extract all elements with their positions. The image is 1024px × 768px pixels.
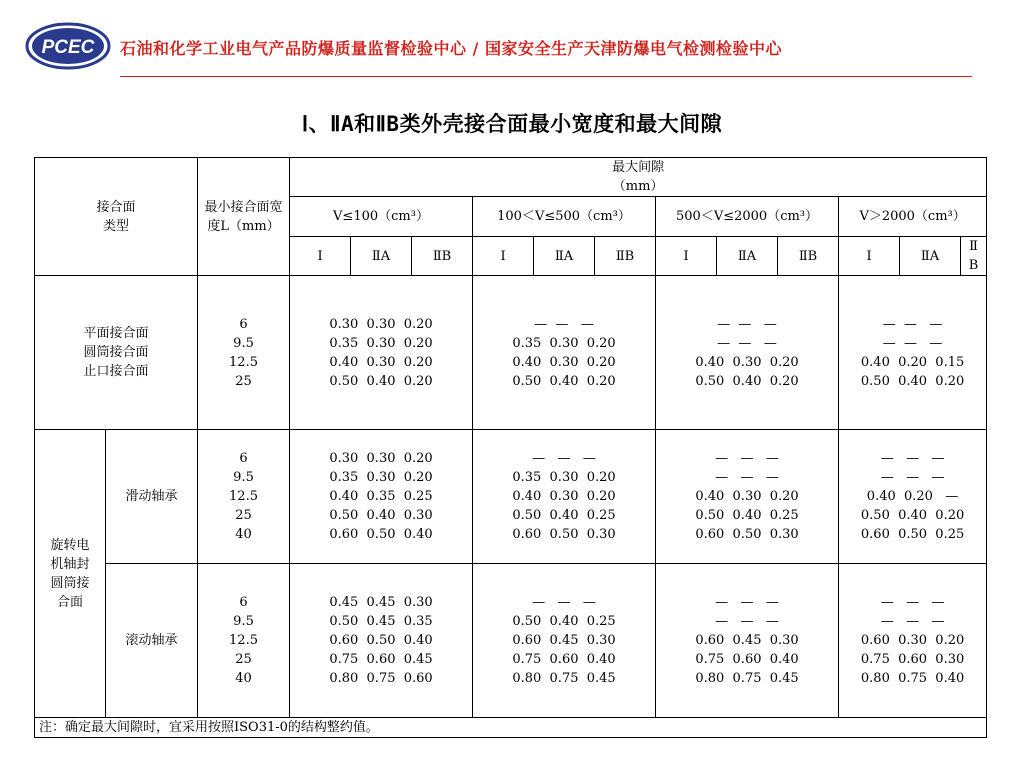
value-line: 0.40 0.30 0.20 [329,354,433,370]
gap-cell [656,276,839,430]
value-line: B [968,258,979,273]
logo-text: PCEC [41,37,95,58]
value-line: 0.60 0.50 0.40 [329,527,433,542]
gap-header-text [290,158,986,196]
value-line: 0.50 0.40 0.20 [512,373,616,389]
value-line: 12.5 [229,633,258,648]
value-line: （mm） [612,179,664,194]
gap-values [473,449,655,544]
value-line: 最大间隙 [612,160,665,175]
value-line: 0.60 0.50 0.30 [512,527,616,542]
group-header: ⅡB [778,237,839,276]
gap-cell [473,564,656,718]
gap-cell [290,430,473,564]
gap-values [290,449,472,544]
value-line: 9.5 [233,335,254,351]
gap-values [656,449,838,544]
gap-header [290,158,987,197]
value-line: 0.40 0.20 — [866,489,959,504]
value-line: 6 [239,595,248,610]
value-line: 0.40 0.30 0.20 [512,354,616,370]
value-line: 25 [235,652,252,667]
table-note: 注：确定最大间隙时，宜采用按照ISO31-0的结构整约值。 [35,718,987,738]
value-line: Ⅱ [969,239,978,254]
value-line: 0.50 0.40 0.20 [860,508,965,523]
type-header-text [35,198,197,236]
group-header: ⅡA [534,237,595,276]
header-row-1 [35,158,987,197]
value-line: 旋转电 [50,537,90,553]
value-line: 0.60 0.50 0.40 [329,633,433,648]
width-header [198,158,290,276]
value-line: — — — [880,451,945,466]
value-line: 0.35 0.30 0.20 [329,470,433,485]
gap-cell [839,430,987,564]
value-line: 机轴封 [50,556,90,572]
value-line: 0.50 0.45 0.35 [329,614,433,629]
volume-range-1: V≤100（cm³） [290,197,473,237]
value-line: 平面接合面 [83,326,149,341]
value-line: 6 [239,451,248,466]
value-line: 0.35 0.30 0.20 [329,335,433,351]
width-header-text: 最小接合面宽度L（mm） [204,199,283,234]
value-line: — — — [717,316,777,332]
joint-type-cell [106,564,198,718]
table-row [35,276,987,430]
gap-values [290,315,472,391]
group-header: ⅡA [900,237,961,276]
group-header: ⅡB [595,237,656,276]
value-line: 0.50 0.40 0.25 [512,614,616,629]
width-cell [198,430,290,564]
value-line: 6 [239,316,248,332]
joint-type-label [35,324,197,381]
value-line: 0.40 0.30 0.20 [512,489,616,504]
gap-cell [290,564,473,718]
rotating-shaft-label [35,536,105,612]
value-line: 0.80 0.75 0.45 [512,671,616,686]
pcec-logo [25,22,111,70]
value-line: 0.80 0.75 0.45 [695,671,799,686]
gap-table [34,157,987,738]
page-title: Ⅰ、ⅡA和ⅡB类外壳接合面最小宽度和最大间隙 [301,112,723,136]
gap-cell [473,430,656,564]
header-divider [120,76,972,77]
gap-values [839,315,986,391]
value-line: — — — [880,614,945,629]
gap-values [656,315,838,391]
volume-range-2: 100＜V≤500（cm³） [473,197,656,237]
value-line: 40 [235,527,252,542]
gap-cell [839,564,987,718]
gap-cell [473,276,656,430]
value-line: 12.5 [229,489,258,504]
group-header: Ⅰ [656,237,717,276]
group-header [961,237,987,276]
note-row [35,718,987,738]
width-values [198,449,289,544]
value-line: 0.80 0.75 0.40 [860,671,965,686]
joint-type-cell [35,276,198,430]
value-line: 0.50 0.40 0.30 [329,508,433,523]
value-line: 0.50 0.40 0.20 [695,373,799,389]
type-header [35,158,198,276]
value-line: — — — [882,335,943,351]
value-line: 合面 [56,594,83,610]
value-line: — — — [715,470,779,485]
value-line: 0.80 0.75 0.60 [329,671,433,686]
value-line: 类型 [103,218,130,234]
value-line: 0.50 0.40 0.25 [512,508,616,523]
gap-values [290,593,472,688]
gap-cell [290,276,473,430]
rotating-shaft-cell [35,430,106,718]
group-header-text [961,237,986,275]
value-line: — — — [880,470,945,485]
value-line: 25 [235,373,252,389]
group-header: ⅡA [351,237,412,276]
value-line: 0.40 0.20 0.15 [860,354,965,370]
value-line: — — — [534,316,594,332]
gap-cell [656,564,839,718]
value-line: 接合面 [96,199,136,215]
group-header: ⅡA [717,237,778,276]
value-line: 滑动轴承 [125,489,178,504]
value-line: — — — [715,614,779,629]
gap-values [473,593,655,688]
value-line: 0.50 0.40 0.20 [329,373,433,389]
value-line: — — — [715,451,779,466]
value-line: — — — [882,316,943,332]
width-values [198,315,289,391]
value-line: 9.5 [233,614,254,629]
value-line: 0.40 0.30 0.20 [695,489,799,504]
volume-range-4: V＞2000（cm³） [839,197,987,237]
value-line: 0.60 0.50 0.25 [860,527,965,542]
width-cell [198,564,290,718]
value-line: 0.60 0.45 0.30 [695,633,799,648]
value-line: 圆筒接合面 [83,345,149,360]
table-row [35,564,987,718]
group-header: Ⅰ [290,237,351,276]
value-line: 0.35 0.30 0.20 [512,470,616,485]
value-line: 0.75 0.60 0.40 [512,652,616,667]
table-row [35,430,987,564]
value-line: 0.60 0.50 0.30 [695,527,799,542]
gap-values [839,449,986,544]
value-line: 0.60 0.30 0.20 [860,633,965,648]
value-line: 0.75 0.60 0.45 [329,652,433,667]
value-line: 滚动轴承 [125,633,178,648]
value-line: 12.5 [229,354,258,370]
value-line: 止口接合面 [83,364,149,379]
value-line: — — — [715,595,779,610]
value-line: 0.45 0.45 0.30 [329,595,433,610]
value-line: 0.30 0.30 0.20 [329,451,433,466]
value-line: 0.40 0.30 0.20 [695,354,799,370]
value-line: 0.50 0.40 0.20 [860,373,965,389]
value-line: 9.5 [233,470,254,485]
gap-values [473,315,655,391]
header-title: 石油和化学工业电气产品防爆质量监督检验中心 / 国家安全生产天津防爆电气检测检验中心 [120,39,782,58]
value-line: — — — [880,595,945,610]
group-header: Ⅰ [473,237,534,276]
gap-values [839,593,986,688]
joint-type-cell [106,430,198,564]
value-line: 0.75 0.60 0.30 [860,652,965,667]
value-line: 0.60 0.45 0.30 [512,633,616,648]
value-line: 25 [235,508,252,523]
value-line: 0.50 0.40 0.25 [695,508,799,523]
value-line: — — — [532,451,596,466]
gap-values [656,593,838,688]
value-line: 0.30 0.30 0.20 [329,316,433,332]
value-line: 0.75 0.60 0.40 [695,652,799,667]
value-line: — — — [532,595,596,610]
value-line: 40 [235,671,252,686]
joint-type-label [106,631,197,650]
value-line: 0.35 0.30 0.20 [512,335,616,351]
group-header: ⅡB [412,237,473,276]
value-line: 圆筒接 [50,575,90,591]
group-header: Ⅰ [839,237,900,276]
joint-type-label [106,487,197,506]
gap-cell [656,430,839,564]
width-values [198,593,289,688]
width-cell [198,276,290,430]
value-line: — — — [717,335,777,351]
value-line: 0.40 0.35 0.25 [329,489,433,504]
volume-range-3: 500＜V≤2000（cm³） [656,197,839,237]
gap-cell [839,276,987,430]
